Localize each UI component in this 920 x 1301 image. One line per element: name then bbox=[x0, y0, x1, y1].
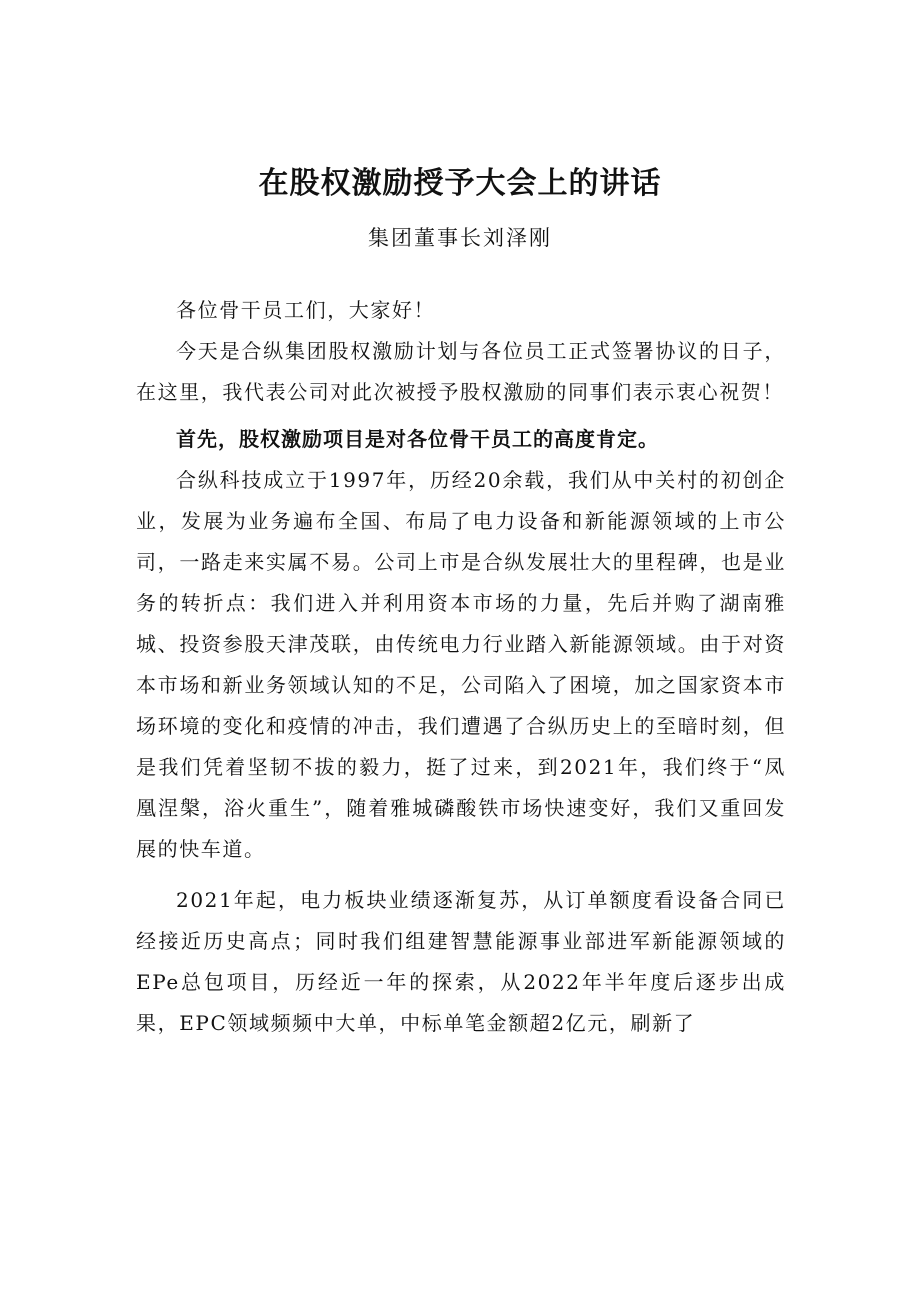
section-heading: 首先，股权激励项目是对各位骨干员工的高度肯定。 bbox=[176, 427, 659, 451]
congratulation-paragraph: 今天是合纵集团股权激励计划与各位员工正式签署协议的日子，在这里，我代表公司对此次被授予股权激励的同事们表示衷心祝贺！ bbox=[136, 339, 786, 404]
greeting-paragraph: 各位骨干员工们，大家好！ bbox=[176, 298, 436, 322]
document-title: 在股权激励授予大会上的讲话 bbox=[258, 166, 662, 201]
company-history-paragraph: 合纵科技成立于1997年，历经20余载，我们从中关村的初创企业，发展为业务遍布全国、布局了电力设备和新能源领域的上市公司，一路走来实属不易。公司上市是合纵发展壮大的里程碑，也是业务的转折点：我们进入并利用资本市场的力量，先后并购了湖南雅城、投资参股天津茂联，由传统电力行业踏入新能源领域。由于对资本市场和新业务领域认知的不足，公司陷入了困境，加之国家资本市场环境的变化和疫情的冲击，我们遭遇了合纵历史上的至暗时刻，但是我们凭着坚韧不拔的毅力，挺了过来，到2021年，我们终于“凤凰涅槃，浴火重生”，随着雅城磷酸铁市场快速变好，我们又重回发展的快车道。 bbox=[136, 468, 786, 861]
document-body bbox=[136, 290, 786, 1044]
business-recovery-paragraph: 2021年起，电力板块业绩逐渐复苏，从订单额度看设备合同已经接近历史高点；同时我们组建智慧能源事业部进军新能源领域的EPe总包项目，历经近一年的探索，从2022年半年度后逐步出成果，EPC领域频频中大单，中标单笔金额超2亿元，刷新了 bbox=[136, 888, 786, 1035]
document-author: 集团董事长刘泽刚 bbox=[368, 226, 552, 250]
